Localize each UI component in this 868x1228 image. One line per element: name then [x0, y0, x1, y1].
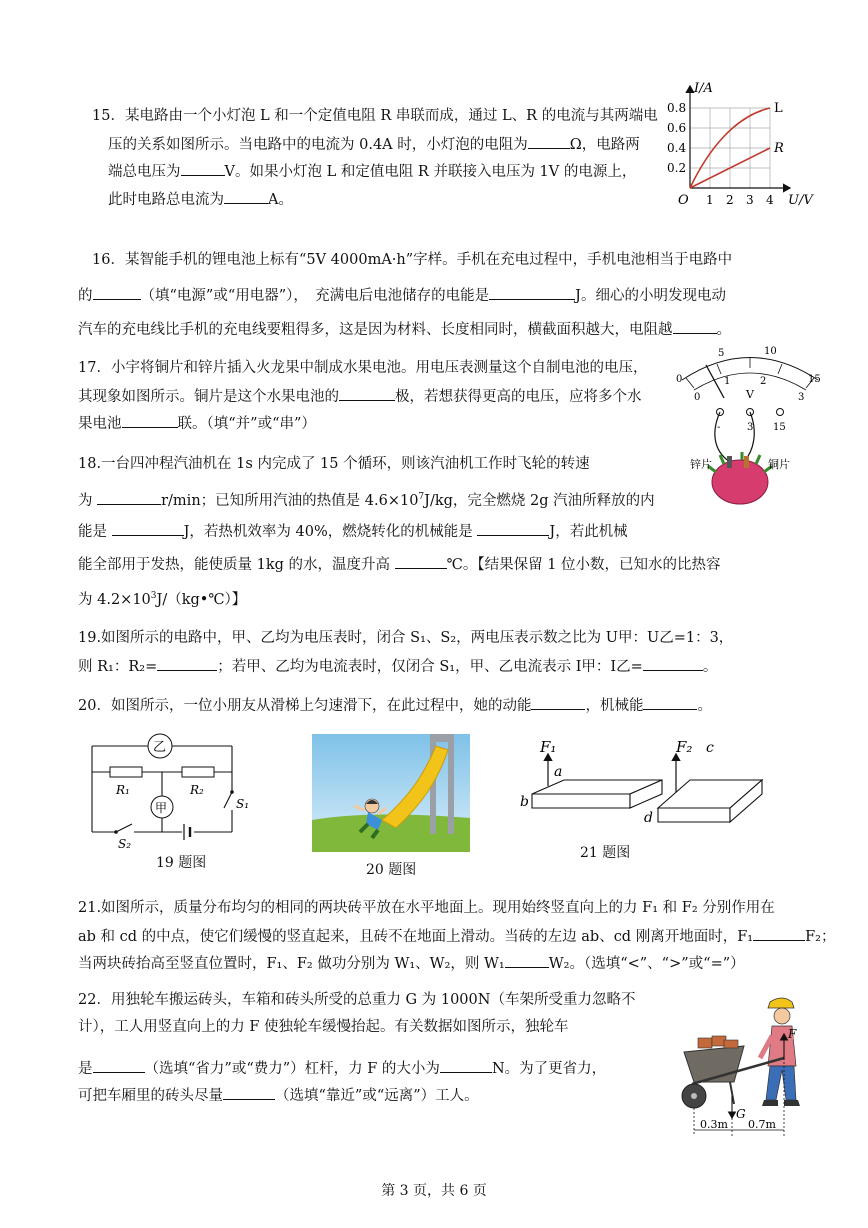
q15-xlabel: U/V: [788, 193, 813, 208]
q21-line3: 当两块砖抬高至竖直位置时，F₁、F₂ 做功分别为 W₁、W₂，则 W₁ W₂。（选填“<”、“>”或“=”）: [78, 952, 745, 974]
q15-curve-label-R: R: [774, 141, 784, 156]
q22-wheelbarrow-figure: [672, 996, 822, 1140]
q16-blank-role[interactable]: [93, 284, 141, 300]
label-f1: F₁: [540, 738, 557, 756]
q19-line1: 19.如图所示的电路中，甲、乙均为电压表时，闭合 S₁、S₂，两电压表示数之比为 U甲：U乙=1：3，: [78, 630, 734, 646]
q20-blank-me[interactable]: [643, 694, 697, 710]
q16-line2: 的 （填“电源”或“用电器”）， 充满电后电池储存的电能是 J。细心的小明发现电动: [78, 284, 726, 306]
page-footer: 第 3 页，共 6 页: [381, 1183, 487, 1199]
q22-line1: 22．用独轮车搬运砖头，车箱和砖头所受的总重力 G 为 1000N（车架所受重力忽略不: [78, 992, 636, 1008]
q22-line4: 可把车厢里的砖头尽量 （选填“靠近”或“远离”）工人。: [78, 1084, 479, 1106]
q15-line3: 端总电压为 V。如果小灯泡 L 和定值电阻 R 并联接入电压为 1V 的电源上，: [108, 160, 636, 182]
meter-bottom-0: 0: [694, 392, 701, 403]
q15-xtick: 4: [766, 193, 774, 207]
label-f2: F₂: [676, 738, 693, 756]
q18-line3: 能是 J，若热机效率为 40%，燃烧转化的机械能是 J，若此机械: [78, 520, 628, 542]
q22-line3: 是 （选填“省力”或“费力”）杠杆，力 F 的大小为 N。为了更省力，: [78, 1057, 606, 1079]
q21-line2: ab 和 cd 的中点，使它们缓慢的竖直起来，且砖不在地面上滑动。当砖的左边 ab、cd 刚离开地面时，F₁ F₂；: [78, 925, 835, 947]
q15-line2: 压的关系如图所示。当电路中的电流为 0.4A 时，小灯泡的电阻为 Ω，电路两: [108, 133, 640, 155]
q21-bricks-figure: [512, 736, 770, 836]
q18-blank-speed[interactable]: [97, 489, 161, 505]
q16-blank-resistance[interactable]: [673, 318, 717, 334]
q16-line3: 汽车的充电线比手机的充电线要粗得多，这是因为材料、长度相同时，横截面积越大，电阻越 。: [78, 318, 731, 340]
label-s2: S₂: [118, 837, 132, 851]
q17-line3: 果电池 联。（填“并”或“串”）: [78, 412, 316, 434]
q21-blank-work[interactable]: [505, 952, 549, 968]
q15-line1: 15．某电路由一个小灯泡 L 和一个定值电阻 R 串联而成，通过 L、R 的电流与其两端电: [92, 108, 658, 124]
meter-jia: 甲: [155, 801, 168, 815]
label-gravity-g: G: [736, 1107, 746, 1121]
q18-line1: 18.一台四冲程汽油机在 1s 内完成了 15 个循环，则该汽油机工作时飞轮的转速: [78, 456, 590, 472]
q20-blank-ke[interactable]: [531, 694, 585, 710]
label-r1: R₁: [116, 783, 130, 797]
q18-blank-temp[interactable]: [395, 553, 447, 569]
q15-blank-current[interactable]: [224, 188, 268, 204]
terminal-15: 15: [773, 422, 786, 433]
q19-blank-ratio-i[interactable]: [643, 655, 703, 671]
label-s1: S₁: [236, 797, 250, 811]
q18-blank-mech[interactable]: [477, 520, 549, 536]
fig19-caption: 19 题图: [156, 855, 207, 871]
label-b: b: [520, 794, 529, 810]
q15-origin: O: [678, 193, 689, 208]
q17-voltmeter-figure: [672, 340, 828, 512]
q18-line2: 为 r/min；已知所用汽油的热值是 $4.6\times 10^7J/kg$，完全燃烧 2g 汽油所释放的内: [78, 487, 655, 511]
q15-xtick: 1: [706, 193, 714, 207]
q22-line2: 计），工人用竖直向上的力 F 使独轮车缓慢抬起。有关数据如图所示，独轮车: [78, 1019, 569, 1035]
q21-line1: 21.如图所示，质量分布均匀的相同的两块砖平放在水平地面上。现用始终竖直向上的力 F₁ 和 F₂ 分别作用在: [78, 900, 775, 916]
meter-unit: V: [746, 388, 754, 401]
meter-yi: 乙: [153, 740, 167, 755]
q17-line2: 其现象如图所示。铜片是这个水果电池的 极，若想获得更高的电压，应将多个水: [78, 385, 642, 407]
q15-xtick: 3: [746, 193, 754, 207]
zinc-label: 锌片: [690, 458, 712, 471]
fig21-caption: 21 题图: [580, 845, 631, 861]
label-a: a: [554, 764, 563, 780]
q15-blank-voltage[interactable]: [181, 160, 225, 176]
meter-bottom-3: 3: [798, 392, 805, 403]
q19-circuit-figure: [86, 732, 256, 852]
terminal-3: 3: [747, 422, 754, 433]
q15-ytick: 0.4: [667, 141, 687, 155]
q15-xtick: 2: [726, 193, 734, 207]
meter-top-10: 10: [764, 346, 777, 357]
q15-ytick: 0.2: [667, 161, 687, 175]
label-r2: R₂: [190, 783, 204, 797]
q15-curve-label-L: L: [774, 101, 783, 116]
q22-blank-lever[interactable]: [93, 1057, 145, 1073]
q19-line2: 则 R₁：R₂= ；若甲、乙均为电流表时，仅闭合 S₁，甲、乙电流表示 I甲：I乙= 。: [78, 655, 717, 677]
q15-blank-resistance[interactable]: [528, 133, 570, 149]
label-c: c: [706, 740, 714, 756]
q20-slide-figure: [312, 734, 470, 852]
q15-ytick: 0.6: [667, 121, 687, 135]
q15-line4: 此时电路总电流为 A。: [108, 188, 293, 210]
q15-ytick: 0.8: [667, 101, 687, 115]
q17-blank-connection[interactable]: [122, 412, 178, 428]
q22-blank-position[interactable]: [223, 1084, 275, 1100]
meter-top-0: 0: [676, 374, 683, 385]
meter-bottom-2: 2: [760, 376, 767, 387]
q20-line1: 20．如图所示，一位小朋友从滑梯上匀速滑下，在此过程中，她的动能 ，机械能 。: [78, 694, 712, 716]
label-distance-1: 0.3m: [700, 1118, 728, 1131]
q18-line5: 为 $4.2\times 10^3J/(kg•℃)$】: [78, 591, 247, 608]
q15-ylabel: I/A: [694, 81, 713, 96]
q16-blank-energy[interactable]: [489, 284, 575, 300]
label-d: d: [644, 810, 653, 826]
q17-line1: 17．小宇将铜片和锌片插入火龙果中制成水果电池。用电压表测量这个自制电池的电压，: [78, 360, 648, 376]
label-force-f: F: [788, 1027, 797, 1041]
meter-bottom-1: 1: [724, 376, 731, 387]
q18-line4: 能全部用于发热，能使质量 1kg 的水，温度升高 ℃。【结果保留 1 位小数，已知水的比热容: [78, 553, 721, 575]
fig20-caption: 20 题图: [366, 862, 417, 878]
label-distance-2: 0.7m: [748, 1118, 776, 1131]
q21-blank-force[interactable]: [753, 925, 805, 941]
q22-blank-force[interactable]: [440, 1057, 492, 1073]
terminal-minus: -: [717, 422, 721, 433]
q15-iu-graph: [660, 78, 820, 216]
q16-line1: 16．某智能手机的锂电池上标有“5V 4000mA·h”字样。手机在充电过程中，手机电池相当于电路中: [92, 252, 733, 268]
copper-label: 铜片: [768, 458, 790, 471]
q17-blank-pole[interactable]: [339, 385, 395, 401]
meter-top-5: 5: [718, 348, 725, 359]
q19-blank-ratio-r[interactable]: [157, 655, 217, 671]
q18-blank-heat[interactable]: [112, 520, 184, 536]
meter-top-15: 15: [808, 374, 821, 385]
